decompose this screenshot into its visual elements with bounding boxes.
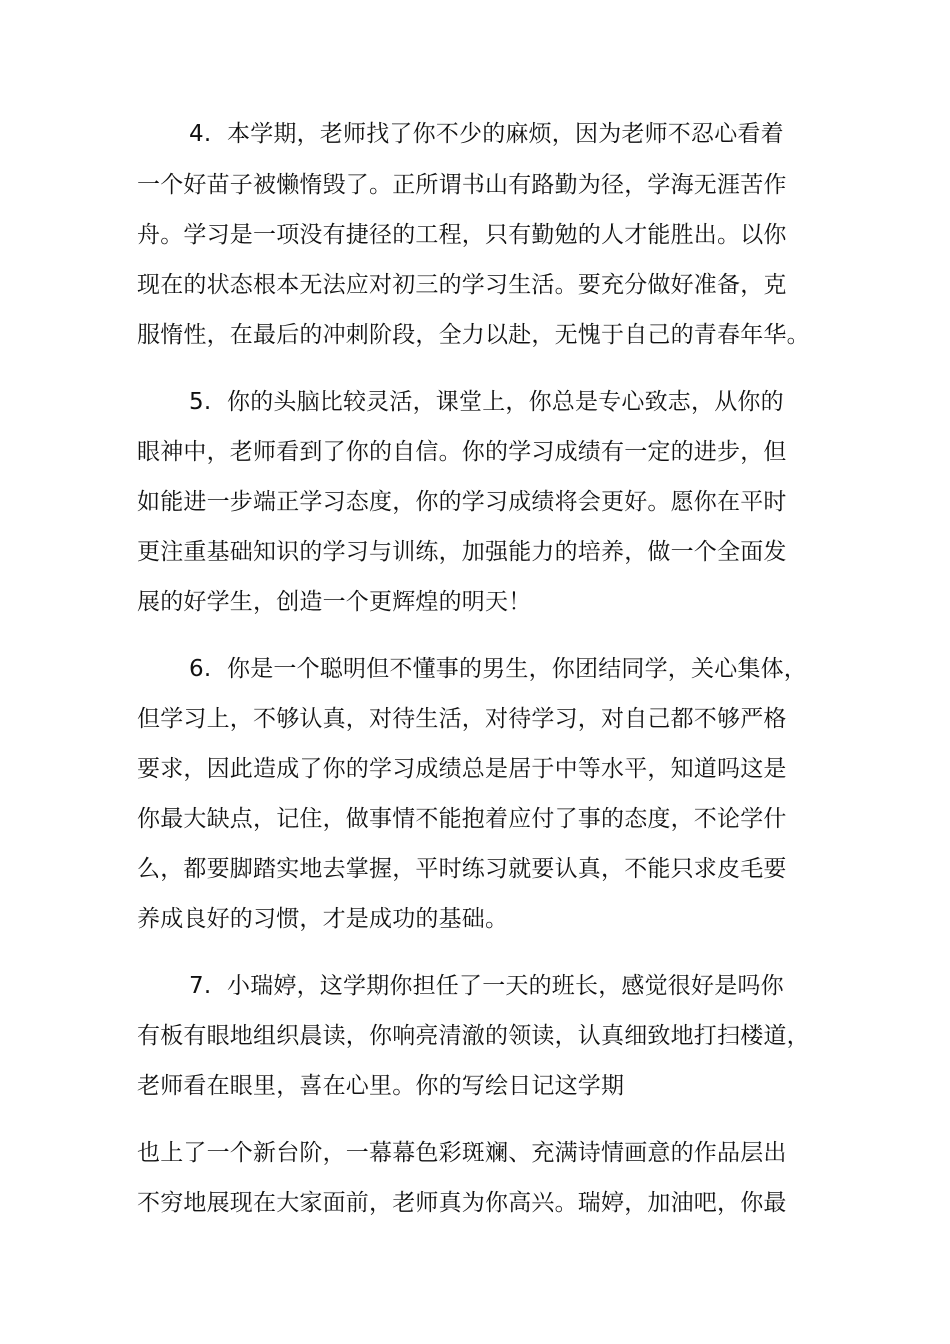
paragraph-5-line-1 <box>189 387 784 417</box>
continuation-line-1: 也上了一个新台阶，一幕幕色彩斑斓、充满诗情画意的作品层出 <box>137 1140 787 1166</box>
paragraph-4-line-4: 现在的状态根本无法应对初三的学习生活。要充分做好准备，克 <box>137 272 787 298</box>
paragraph-6-line-2: 但学习上，不够认真，对待生活，对待学习，对自己都不够严格 <box>137 706 787 732</box>
paragraph-number: 7. <box>189 973 212 999</box>
continuation-line-2: 不穷地展现在大家面前，老师真为你高兴。瑞婷，加油吧，你最 <box>137 1190 787 1216</box>
paragraph-4-line-3: 舟。学习是一项没有捷径的工程，只有勤勉的人才能胜出。以你 <box>137 222 787 248</box>
paragraph-number: 4. <box>189 121 212 147</box>
paragraph-6-line-4: 你最大缺点，记住，做事情不能抱着应付了事的态度，不论学什 <box>137 806 787 832</box>
paragraph-7-line-3: 老师看在眼里，喜在心里。你的写绘日记这学期 <box>137 1073 625 1099</box>
paragraph-5-line-5: 展的好学生，创造一个更辉煌的明天！ <box>137 589 532 615</box>
paragraph-4-line-2: 一个好苗子被懒惰毁了。正所谓书山有路勤为径，学海无涯苦作 <box>137 172 787 198</box>
paragraph-5-line-3: 如能进一步端正学习态度，你的学习成绩将会更好。愿你在平时 <box>137 489 787 515</box>
paragraph-5-line-2: 眼神中，老师看到了你的自信。你的学习成绩有一定的进步，但 <box>137 439 787 465</box>
paragraph-number: 5. <box>189 389 212 415</box>
line-text: 你是一个聪明但不懂事的男生，你团结同学，关心集体， <box>227 656 807 682</box>
paragraph-5-line-4: 更注重基础知识的学习与训练，加强能力的培养，做一个全面发 <box>137 539 787 565</box>
line-text: 你的头脑比较灵活，课堂上，你总是专心致志，从你的 <box>227 389 784 415</box>
paragraph-6-line-3: 要求，因此造成了你的学习成绩总是居于中等水平，知道吗这是 <box>137 756 787 782</box>
line-text: 小瑞婷，这学期你担任了一天的班长，感觉很好是吗你 <box>227 973 784 999</box>
line-text: 本学期，老师找了你不少的麻烦，因为老师不忍心看着 <box>227 121 784 147</box>
paragraph-6-line-1 <box>189 654 807 684</box>
paragraph-number: 6. <box>189 656 212 682</box>
paragraph-6-line-5: 么，都要脚踏实地去掌握，平时练习就要认真，不能只求皮毛要 <box>137 856 787 882</box>
paragraph-7-line-1 <box>189 971 784 1001</box>
paragraph-7-line-2: 有板有眼地组织晨读，你响亮清澈的领读，认真细致地打扫楼道， <box>137 1023 810 1049</box>
paragraph-4-line-5: 服惰性，在最后的冲刺阶段，全力以赴，无愧于自己的青春年华。 <box>137 322 810 348</box>
paragraph-6-line-6: 养成良好的习惯，才是成功的基础。 <box>137 906 509 932</box>
paragraph-4-line-1 <box>189 119 784 149</box>
